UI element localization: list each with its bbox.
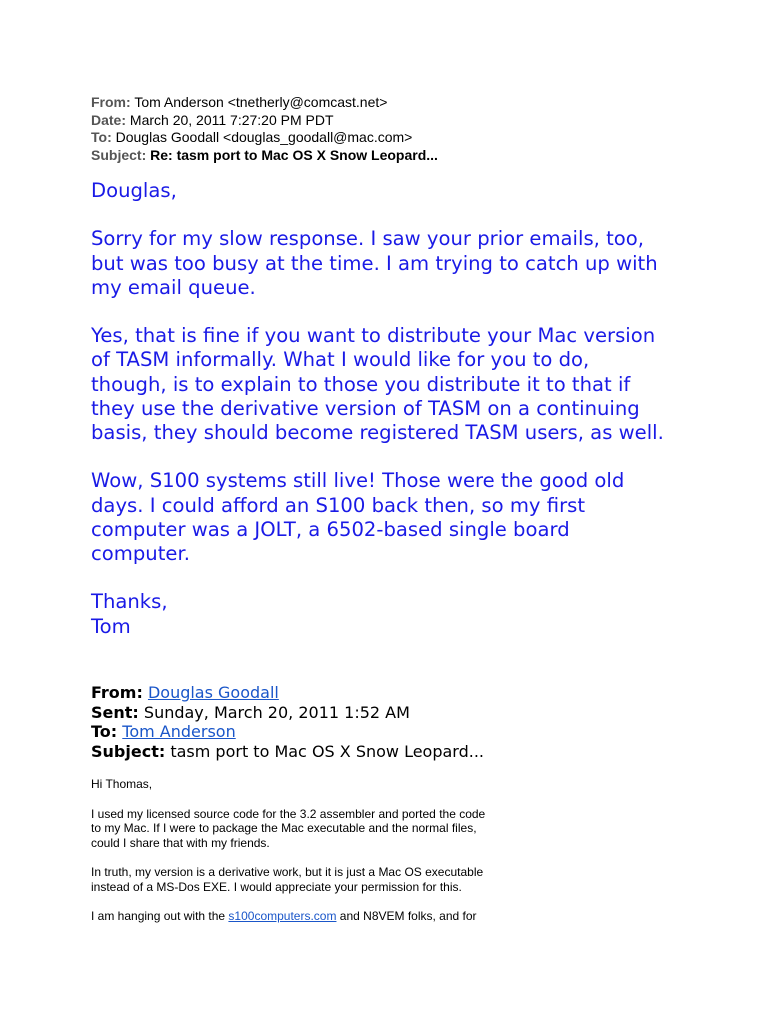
quoted-body — [91, 777, 531, 939]
quoted-paragraph-1 — [91, 807, 531, 851]
reply-line: my email queue. — [91, 275, 256, 299]
reply-closing — [91, 590, 711, 638]
quoted-line: to my Mac. If I were to package the Mac executable and the normal files, — [91, 821, 477, 835]
reply-line: days. I could afford an S100 back then, so my first — [91, 493, 586, 517]
reply-closing-line: Thanks, — [91, 590, 168, 614]
reply-line: basis, they should become registered TASM users, as well. — [91, 421, 664, 444]
reply-line: computer was a JOLT, a 6502-based single board — [91, 517, 570, 541]
reply-line: but was too busy at the time. I am trying to catch up with — [91, 251, 658, 275]
quoted-line: I used my licensed source code for the 3.2 assembler and ported the code — [91, 806, 486, 821]
quoted-subject-label: Subject: — [91, 741, 166, 761]
quoted-to-label: To: — [91, 722, 118, 742]
quoted-from-row — [91, 683, 711, 703]
reply-line: of TASM informally. What I would like for you to do, — [91, 348, 590, 372]
quoted-sent-value: Sunday, March 20, 2011 1:52 AM — [143, 702, 410, 722]
reply-paragraph-1 — [91, 227, 711, 300]
reply-body — [91, 179, 711, 639]
header-date-label: Date: — [91, 111, 127, 128]
email-header — [91, 94, 731, 164]
quoted-greeting — [91, 777, 531, 792]
header-subject-row — [91, 147, 731, 165]
reply-paragraph-3 — [91, 469, 711, 566]
quoted-to-row — [91, 722, 711, 742]
header-to-label: To: — [91, 129, 112, 145]
header-subject-value: Re: tasm port to Mac OS X Snow Leopard... — [150, 146, 438, 163]
quoted-subject-row — [91, 742, 711, 762]
header-to-value: Douglas Goodall <douglas_goodall@mac.com> — [115, 129, 413, 145]
reply-line: Sorry for my slow response. I saw your prior emails, too, — [91, 227, 644, 251]
reply-signature: Tom — [91, 614, 131, 638]
quoted-paragraph-3 — [91, 909, 531, 924]
s100computers-link[interactable]: s100computers.com — [228, 909, 337, 923]
header-from-row — [91, 94, 731, 112]
header-to-row — [91, 129, 731, 147]
quoted-paragraph-2 — [91, 865, 531, 894]
quoted-line: could I share that with my friends. — [91, 835, 270, 850]
quoted-sent-row — [91, 703, 711, 723]
reply-line: they use the derivative version of TASM on a continuing — [91, 396, 640, 420]
header-date-row — [91, 112, 731, 130]
quoted-greeting-line: Hi Thomas, — [91, 777, 153, 791]
quoted-to-link[interactable]: Tom Anderson — [122, 722, 236, 742]
quoted-para3-prefix: I am hanging out with the — [91, 909, 229, 923]
reply-paragraph-2 — [91, 324, 711, 445]
reply-greeting-line: Douglas, — [91, 179, 177, 202]
quoted-line: instead of a MS-Dos EXE. I would appreciate your permission for this. — [91, 879, 462, 894]
quoted-subject-value: tasm port to Mac OS X Snow Leopard... — [170, 741, 485, 761]
reply-line: Yes, that is fine if you want to distribute your Mac version — [91, 324, 656, 348]
quoted-sent-label: Sent: — [91, 702, 139, 722]
reply-line: Wow, S100 systems still live! Those were the good old — [91, 469, 625, 493]
quoted-para3-suffix: and N8VEM folks, and for — [336, 909, 477, 923]
quoted-from-link[interactable]: Douglas Goodall — [147, 683, 279, 702]
reply-line: though, is to explain to those you distribute it to that if — [91, 372, 631, 396]
reply-line: computer. — [91, 542, 190, 565]
quoted-header — [91, 683, 711, 761]
quoted-line: In truth, my version is a derivative work, but it is just a Mac OS executable — [91, 865, 484, 879]
quoted-line — [91, 909, 531, 924]
quoted-from-label: From: — [91, 683, 143, 702]
header-date-value: March 20, 2011 7:27:20 PM PDT — [129, 111, 334, 128]
header-subject-label: Subject: — [91, 146, 147, 163]
header-from-label: From: — [91, 94, 131, 110]
reply-greeting — [91, 179, 711, 203]
header-from-value: Tom Anderson <tnetherly@comcast.net> — [134, 94, 388, 110]
